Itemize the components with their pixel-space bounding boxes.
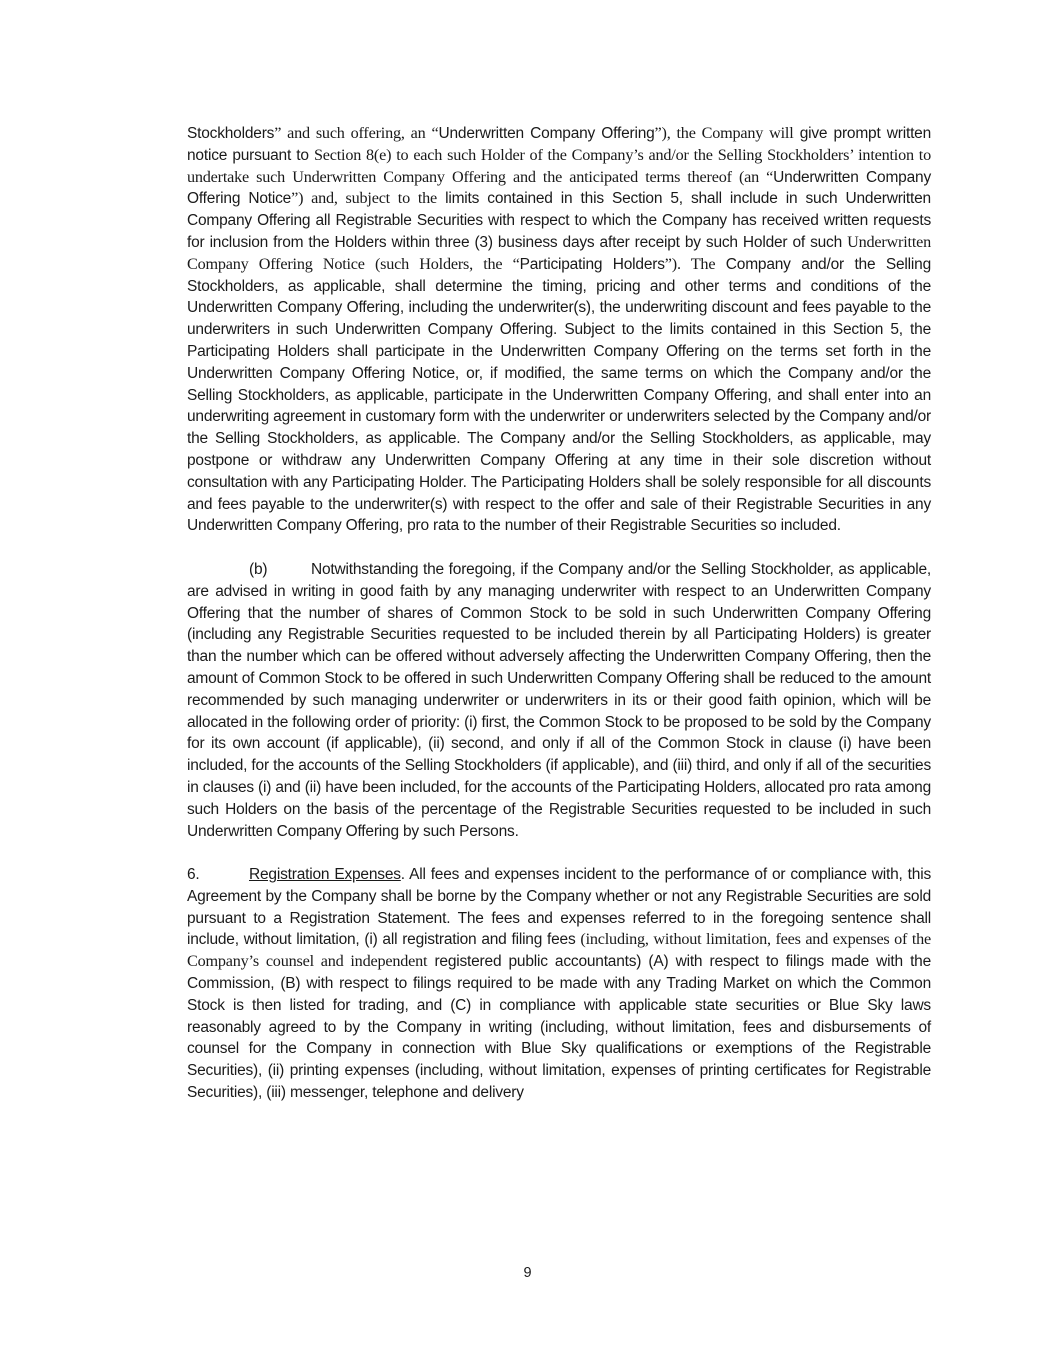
section-6-number: 6. — [187, 866, 200, 884]
defined-term-offering-notice: Underwritten Company Offering Notice — [187, 168, 931, 208]
text-run: ”). The — [664, 254, 716, 273]
page-number: 9 — [523, 1265, 532, 1281]
section-6 — [187, 864, 931, 1104]
text-run: Company and/or the Selling Stockholders, as applicable, shall determine the timing, pricing and other terms and conditions of the Underwritten Company Offering, including the underwriter(s), the underwriting discount and fees payable to the underwriters in such Underwritten Company Offering. Subject to the limits contained in this Section 5, the Participating Holders shall participate in the Underwritten Company Offering on the terms set forth in the Underwritten Company Offering Notice, or, if modified, the same terms on which the Company and/or the Selling Stockholders, as applicable, participate in the Underwritten Company Offering, and shall enter into an underwriting agreement in customary form with the underwriter or underwriters selected by the Company and/or the Selling Stockholders, as applicable. The Company and/or the Selling Stockholders, as applicable, may postpone or withdraw any Underwritten Company Offering at any time in their sole discretion without consultation with any Participating Holder. The Participating Holders shall be solely responsible for all discounts and fees payable to the underwriter(s) with respect to the offer and sale of their Registrable Securities in any Underwritten Company Offering, pro rata to the number of their Registrable Securities so included. — [187, 255, 932, 535]
text-run: limits contained in this Section 5, shall include in such Underwritten Company Offering all Registrable Securities with respect to which the Company has received written requests for inclusion from the Holders within three (3) business days after receipt by such Holder of such — [187, 190, 931, 251]
paragraph-b-text: Notwithstanding the foregoing, if the Company and/or the Selling Stockholder, as applicable, are advised in writing in good faith by any managing underwriter with respect to an Underwritten Company Offering that the number of shares of Common Stock to be sold in such Underwritten Company Offering (including any Registrable Securities requested to be included therein by all Participating Holders) is greater than the number which can be offered without adversely affecting the Underwritten Company Offering, then the amount of Common Stock to be offered in such Underwritten Company Offering shall be reduced to the amount recommended by such managing underwriter or underwriters in its or their good faith opinion, which will be allocated in the following order of priority: (i) first, the Common Stock to be proposed to be sold by the Company for its own account (if applicable), (ii) second, and only if all of the Common Stock in clause (i) have been included, for the accounts of the Selling Stockholders (if applicable), and (iii) third, and only if all of the securities in clauses (i) and (ii) have been included, for the accounts of the Participating Holders, allocated pro rata among such Holders on the basis of the percentage of the Registrable Securities requested to be included in such Underwritten Company Offering by such Persons. — [187, 560, 931, 840]
section-6-heading: Registration Expenses — [249, 866, 401, 884]
document-body — [187, 123, 931, 1104]
text-run: registered public accountants) (A) with respect to filings made with the Commission, (B) with respect to filings required to be made with any Trading Market on which the Common Stock is then listed for trading, and (C) in compliance with applicable state securities or Blue Sky laws reasonably agreed to by the Company in writing (including, without limitation, fees and disbursements of counsel for the Company in connection with Blue Sky qualifications or exemptions of the Registrable Securities), (ii) printing expenses (including, without limitation, expenses of printing certificates for Registrable Securities), (iii) messenger, telephone and delivery — [187, 953, 932, 1102]
text-run: Section 8(e) to each such Holder of the Company’s and/or the Selling Stockholders’ intention to undertake such Underwritten Company Offering and the anticipated terms thereof (an “ — [187, 145, 931, 186]
defined-term-participating-holders: Participating Holders — [519, 255, 665, 273]
text-run: Stockholders — [187, 125, 275, 142]
paragraph-a-continuation — [187, 123, 931, 537]
text-run: give prompt written notice pursuant to — [187, 125, 932, 164]
paragraph-b-label: (b) — [249, 560, 268, 578]
text-run: . All fees and expenses incident to the performance of or compliance with, this Agreement by the Company shall be borne by the Company whether or not any Registrable Securities are sold pursuant to a Registration Statement. The fees and expenses referred to in the foregoing sentence shall include, without limitation, (i) all registration and filing fees — [187, 866, 931, 949]
text-run: ” and such offering, an “ — [274, 124, 439, 142]
defined-term-underwritten-company-offering: Underwritten Company Offering — [438, 125, 655, 142]
text-run: ”), the Company will — [654, 124, 794, 142]
text-run: ”) and, subject to the — [291, 189, 438, 208]
text-run: Underwritten Company Offering Notice (such Holders, the “ — [187, 232, 932, 273]
text-run: (including, without limitation, fees and expenses of the Company’s counsel and independent — [187, 930, 931, 971]
paragraph-b — [187, 559, 931, 842]
